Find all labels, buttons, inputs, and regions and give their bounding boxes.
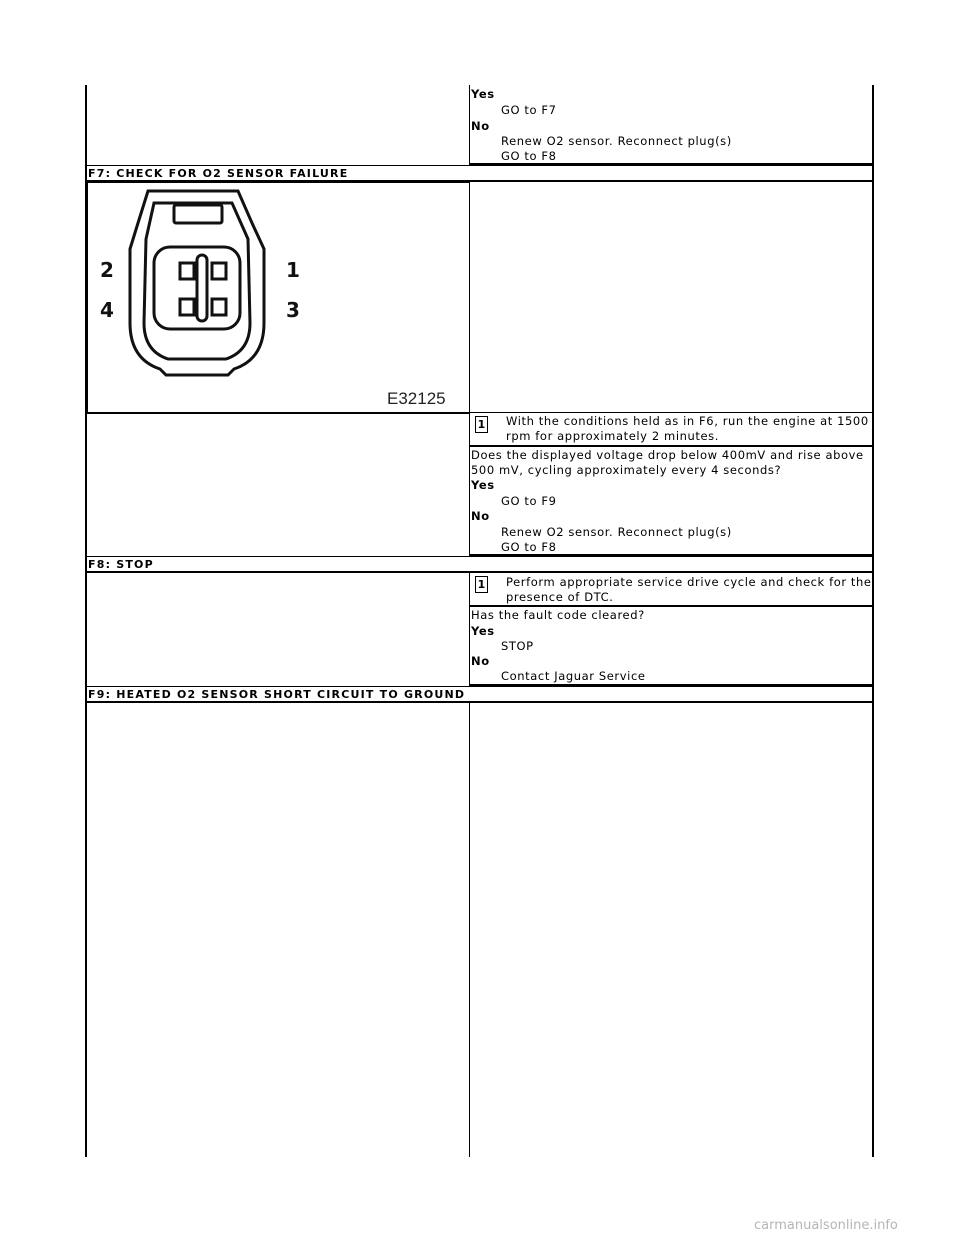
pin-label-4: 4	[100, 298, 114, 322]
no-action-line-2: GO to F8	[501, 540, 557, 554]
yes-action: GO to F7	[501, 103, 557, 117]
figure-row-bottom	[85, 412, 874, 413]
question-line-1: Does the displayed voltage drop below 400mV and rise above	[471, 448, 864, 462]
connector-latch	[174, 205, 222, 223]
heading-top-line	[85, 165, 874, 166]
column-divider	[469, 573, 470, 686]
step-number-badge: 1	[475, 576, 488, 593]
step-row-bottom	[469, 605, 874, 607]
no-action-line-2: GO to F8	[501, 149, 557, 163]
heading-top-line	[85, 686, 874, 687]
pin-slot-top-right	[212, 263, 226, 279]
column-divider	[469, 703, 470, 1157]
no-action: Contact Jaguar Service	[501, 669, 646, 683]
step-text-line-2: rpm for approximately 2 minutes.	[506, 429, 720, 443]
heading-bottom-line	[85, 571, 874, 573]
yes-label: Yes	[471, 87, 495, 101]
pin-slot-top-left	[180, 263, 194, 279]
section-heading-f9: F9: HEATED O2 SENSOR SHORT CIRCUIT TO GROUND	[88, 688, 466, 701]
connector-figure	[87, 182, 470, 414]
section-heading-f7: F7: CHECK FOR O2 SENSOR FAILURE	[88, 167, 349, 180]
no-label: No	[471, 654, 490, 668]
step-text-line-1: Perform appropriate service drive cycle and check for the	[506, 575, 872, 589]
heading-bottom-line	[85, 701, 874, 703]
column-divider	[469, 85, 470, 163]
pin-label-1: 1	[286, 258, 300, 282]
question-line-2: 500 mV, cycling approximately every 4 seconds?	[471, 463, 782, 477]
no-action-line-1: Renew O2 sensor. Reconnect plug(s)	[501, 525, 732, 539]
no-label: No	[471, 119, 490, 133]
pin-label-2: 2	[100, 258, 114, 282]
pin-slot-bottom-right	[212, 299, 226, 315]
step-text-line-1: With the conditions held as in F6, run the engine at 1500	[506, 414, 869, 428]
step-number-badge: 1	[475, 416, 488, 433]
center-key	[197, 255, 207, 321]
column-divider	[469, 412, 470, 555]
yes-action: GO to F9	[501, 494, 557, 508]
column-divider	[469, 182, 470, 414]
yes-action: STOP	[501, 639, 534, 653]
figure-id: E32125	[387, 389, 446, 408]
outer-right-border	[872, 85, 874, 1157]
yes-label: Yes	[471, 478, 495, 492]
heading-top-line	[85, 556, 874, 557]
site-watermark: carmanualsonline.info	[754, 1218, 898, 1233]
pin-label-3: 3	[286, 298, 300, 322]
no-action-line-1: Renew O2 sensor. Reconnect plug(s)	[501, 134, 732, 148]
connector-diagram	[88, 183, 469, 413]
question-line: Has the fault code cleared?	[471, 608, 645, 622]
section-heading-f8: F8: STOP	[88, 558, 154, 571]
step-text-line-2: presence of DTC.	[506, 590, 614, 604]
step-row-bottom	[469, 445, 874, 447]
yes-label: Yes	[471, 624, 495, 638]
no-label: No	[471, 509, 490, 523]
pin-slot-bottom-left	[180, 299, 194, 315]
